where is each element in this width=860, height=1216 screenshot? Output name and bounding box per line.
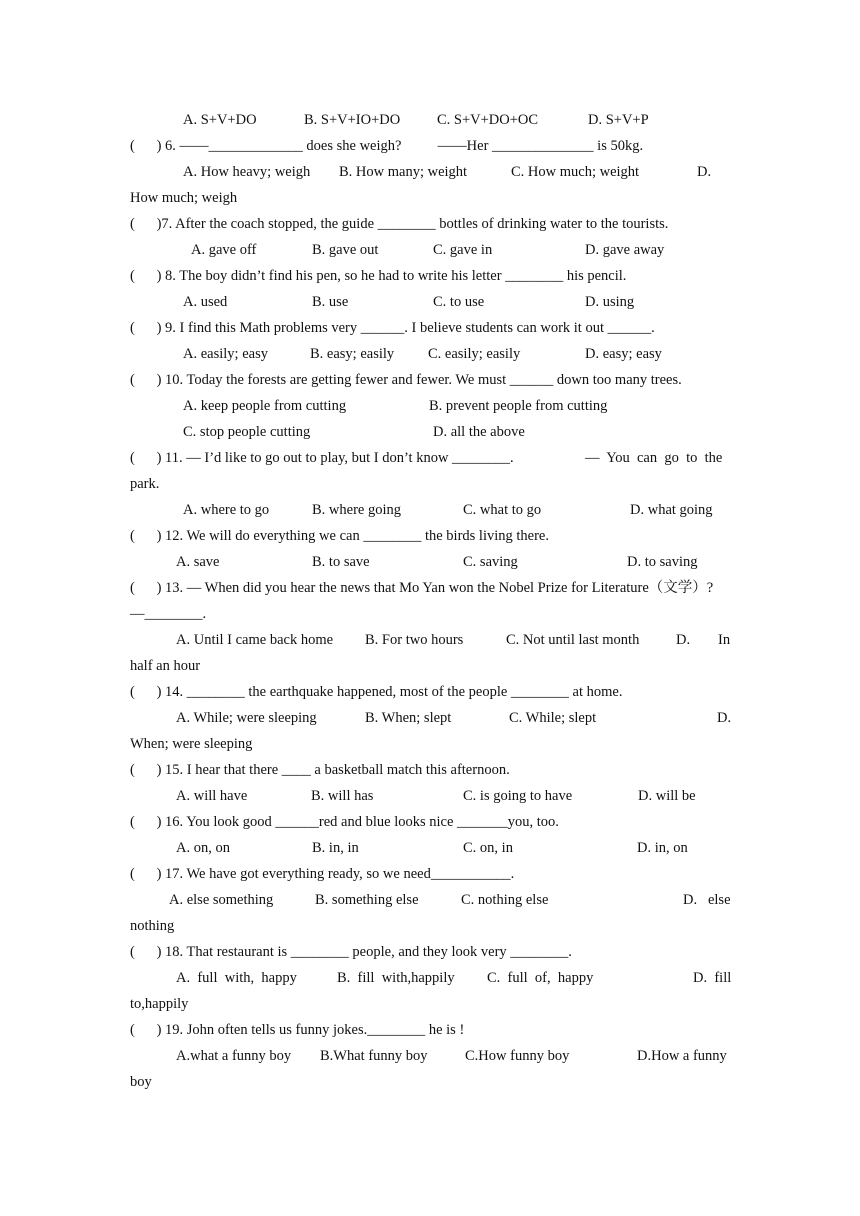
q18-wrap: to,happily [130,996,189,1012]
q13-option-a: A. Until I came back home [176,632,334,648]
q9-option-d: D. easy; easy [585,346,662,362]
q17-option-c: C. nothing else [461,892,549,908]
q5-option-c: C. S+V+DO+OC [437,112,539,128]
q6-option-b: B. How many; weight [339,164,468,180]
q14-wrap: When; were sleeping [130,736,253,752]
q16-option-c: C. on, in [463,840,513,856]
q5-option-b: B. S+V+IO+DO [304,112,401,128]
q6-option-d: D. [697,164,712,180]
q7-option-c: C. gave in [433,242,493,258]
q14-option-d: D. [717,710,732,726]
q16-option-d: D. in, on [637,840,688,856]
q9-option-c: C. easily; easily [428,346,521,362]
q19-stem: ( ) 19. John often tells us funny jokes.________ he is ! [130,1022,465,1038]
q8-stem: ( ) 8. The boy didn’t find his pen, so he had to write his letter ________ his pencil. [130,268,627,284]
q12-option-c: C. saving [463,554,518,570]
q17-option-a: A. else something [169,892,274,908]
q9-stem: ( ) 9. I find this Math problems very ______. I believe students can work it out ______. [130,320,655,336]
q17-stem: ( ) 17. We have got everything ready, so we need___________. [130,866,515,882]
q11-option-c: C. what to go [463,502,542,518]
q10-option-c: C. stop people cutting [183,424,311,440]
q19-option-b: B.What funny boy [320,1048,428,1064]
q19-option-a: A.what a funny boy [176,1048,292,1064]
q6-option-a: A. How heavy; weigh [183,164,311,180]
q13-option-d-text: In [718,632,731,648]
q11-option-b: B. where going [312,502,401,518]
q19-option-d: D.How a funny [637,1048,727,1064]
q13-stem-answer: —________. [130,606,207,622]
q14-option-a: A. While; were sleeping [176,710,317,726]
q18-option-a: A. full with, happy [176,970,297,986]
q10-option-b: B. prevent people from cutting [429,398,608,414]
q7-option-d: D. gave away [585,242,665,258]
q16-option-b: B. in, in [312,840,359,856]
q5-option-a: A. S+V+DO [183,112,257,128]
q9-option-b: B. easy; easily [310,346,395,362]
q11-option-a: A. where to go [183,502,270,518]
q12-option-d: D. to saving [627,554,698,570]
q15-stem: ( ) 15. I hear that there ____ a basketball match this afternoon. [130,762,510,778]
q17-option-b: B. something else [315,892,419,908]
q17-wrap: nothing [130,918,175,934]
q7-option-a: A. gave off [191,242,257,258]
q16-option-a: A. on, on [176,840,230,856]
q18-option-b: B. fill with,happily [337,970,455,986]
q14-stem: ( ) 14. ________ the earthquake happened, most of the people ________ at home. [130,684,623,700]
q15-option-c: C. is going to have [463,788,573,804]
q10-stem: ( ) 10. Today the forests are getting fewer and fewer. We must ______ down too many trees. [130,372,682,388]
q13-wrap: half an hour [130,658,201,674]
q11-wrap: park. [130,476,160,492]
q8-option-c: C. to use [433,294,485,310]
q18-option-d: D. fill [693,970,732,986]
q15-option-a: A. will have [176,788,248,804]
q10-option-a: A. keep people from cutting [183,398,347,414]
q17-option-d: D. else [683,892,731,908]
q13-stem: ( ) 13. — When did you hear the news that Mo Yan won the Nobel Prize for Literature（文学）? [130,580,714,596]
q11-option-d: D. what going [630,502,713,518]
q13-option-d: D. [676,632,691,648]
q6-stem: ( ) 6. ——_____________ does she weigh? ——Her ______________ is 50kg. [130,138,644,154]
q13-option-c: C. Not until last month [506,632,640,648]
q12-stem: ( ) 12. We will do everything we can ________ the birds living there. [130,528,549,544]
q8-option-b: B. use [312,294,349,310]
q13-option-b: B. For two hours [365,632,464,648]
q11-stem-right: — You can go to the [585,450,723,466]
q19-wrap: boy [130,1074,152,1090]
q14-option-b: B. When; slept [365,710,452,726]
q16-stem: ( ) 16. You look good ______red and blue looks nice _______you, too. [130,814,559,830]
q8-option-a: A. used [183,294,228,310]
q10-option-d: D. all the above [433,424,525,440]
q5-option-d: D. S+V+P [588,112,649,128]
q6-option-c: C. How much; weight [511,164,640,180]
q14-option-c: C. While; slept [509,710,597,726]
q12-option-a: A. save [176,554,220,570]
q7-option-b: B. gave out [312,242,379,258]
q8-option-d: D. using [585,294,635,310]
q19-option-c: C.How funny boy [465,1048,570,1064]
q15-option-b: B. will has [311,788,374,804]
q12-option-b: B. to save [312,554,370,570]
q15-option-d: D. will be [638,788,696,804]
q9-option-a: A. easily; easy [183,346,268,362]
q6-wrap: How much; weigh [130,190,238,206]
q18-stem: ( ) 18. That restaurant is ________ people, and they look very ________. [130,944,572,960]
q11-stem: ( ) 11. — I’d like to go out to play, but I don’t know ________. [130,450,514,466]
q18-option-c: C. full of, happy [487,970,594,986]
q7-stem: ( )7. After the coach stopped, the guide ________ bottles of drinking water to the tourists. [130,216,669,232]
